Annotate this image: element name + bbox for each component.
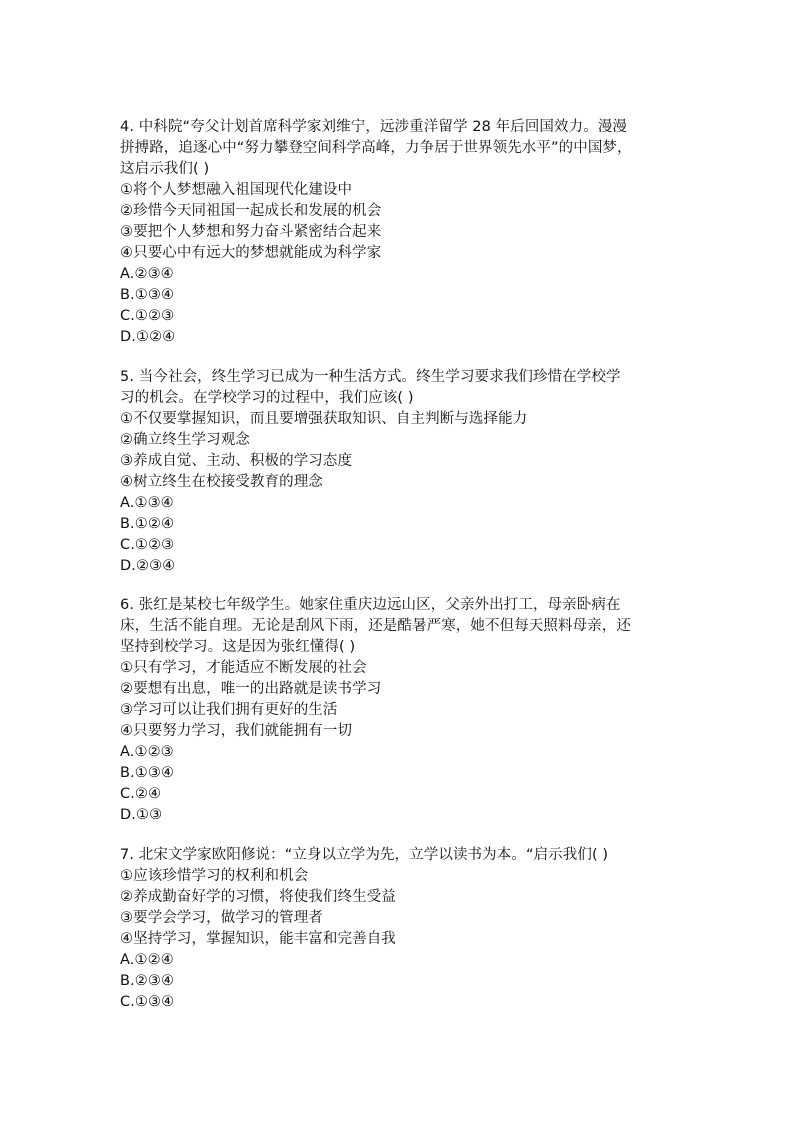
answer-option: C.①③④ [120, 994, 175, 1010]
statement-item: ②要想有出息，唯一的出路就是读书学习 [120, 681, 382, 697]
statement-item: ③要学会学习，做学习的管理者 [120, 910, 323, 926]
answer-option: A.①②④ [120, 952, 174, 968]
statement-item: ④树立终生在校接受教育的理念 [120, 474, 323, 490]
question-6 [120, 595, 676, 826]
statement-item: ③学习可以让我们拥有更好的生活 [120, 702, 338, 718]
question-5 [120, 367, 676, 577]
question-stem-line: 7. 北宋文学家欧阳修说：“立身以立学为先，立学以读书为本。“启示我们( ) [120, 847, 609, 863]
statement-item: ④只要心中有远大的梦想就能成为科学家 [120, 245, 382, 261]
question-7 [120, 845, 676, 1013]
statement-item: ②珍惜今天同祖国一起成长和发展的机会 [120, 203, 382, 219]
statement-item: ④只要努力学习，我们就能拥有一切 [120, 723, 353, 739]
question-stem-line: 坚持到校学习。这是因为张红懂得( ) [120, 639, 356, 655]
answer-option: B.①③④ [120, 287, 175, 303]
question-4 [120, 117, 676, 348]
answer-option: C.①②③ [120, 537, 175, 553]
answer-option: A.①②③ [120, 744, 174, 760]
question-stem-line: 习的机会。在学校学习的过程中，我们应该( ) [120, 390, 414, 406]
statement-item: ①应该珍惜学习的权利和机会 [120, 868, 309, 884]
question-stem-line: 6. 张红是某校七年级学生。她家住重庆边远山区，父亲外出打工，母亲卧病在 [120, 597, 621, 613]
answer-option: A.①③④ [120, 495, 174, 511]
statement-item: ③要把个人梦想和努力奋斗紧密结合起来 [120, 224, 382, 240]
statement-item: ②养成勤奋好学的习惯，将使我们终生受益 [120, 889, 396, 905]
statement-item: ①只有学习，才能适应不断发展的社会 [120, 660, 367, 676]
statement-item: ①不仅要掌握知识，而且要增强获取知识、自主判断与选择能力 [120, 411, 528, 427]
answer-option: D.①③ [120, 807, 163, 823]
answer-option: B.①③④ [120, 765, 175, 781]
statement-item: ③养成自觉、主动、积极的学习态度 [120, 453, 353, 469]
question-stem-line: 拼搏路，追逐心中“努力攀登空间科学高峰，力争居于世界领先水平”的中国梦， [120, 140, 632, 156]
statement-item: ②确立终生学习观念 [120, 432, 250, 448]
question-stem-line: 这启示我们( ) [120, 161, 210, 177]
answer-option: C.②④ [120, 786, 162, 802]
answer-option: A.②③④ [120, 266, 174, 282]
statement-item: ①将个人梦想融入祖国现代化建设中 [120, 182, 353, 198]
answer-option: B.②③④ [120, 973, 175, 989]
answer-option: D.①②④ [120, 329, 176, 345]
question-stem-line: 4. 中科院“夸父计划首席科学家刘维宁，远涉重洋留学 28 年后回国效力。漫漫 [120, 119, 628, 135]
answer-option: C.①②③ [120, 308, 175, 324]
question-stem-line: 5. 当今社会，终生学习已成为一种生活方式。终生学习要求我们珍惜在学校学 [120, 369, 621, 385]
statement-item: ④坚持学习，掌握知识，能丰富和完善自我 [120, 931, 396, 947]
question-stem-line: 床，生活不能自理。无论是刮风下雨，还是酷暑严寒，她不但每天照料母亲，还 [120, 618, 631, 634]
answer-option: D.②③④ [120, 558, 176, 574]
answer-option: B.①②④ [120, 516, 175, 532]
